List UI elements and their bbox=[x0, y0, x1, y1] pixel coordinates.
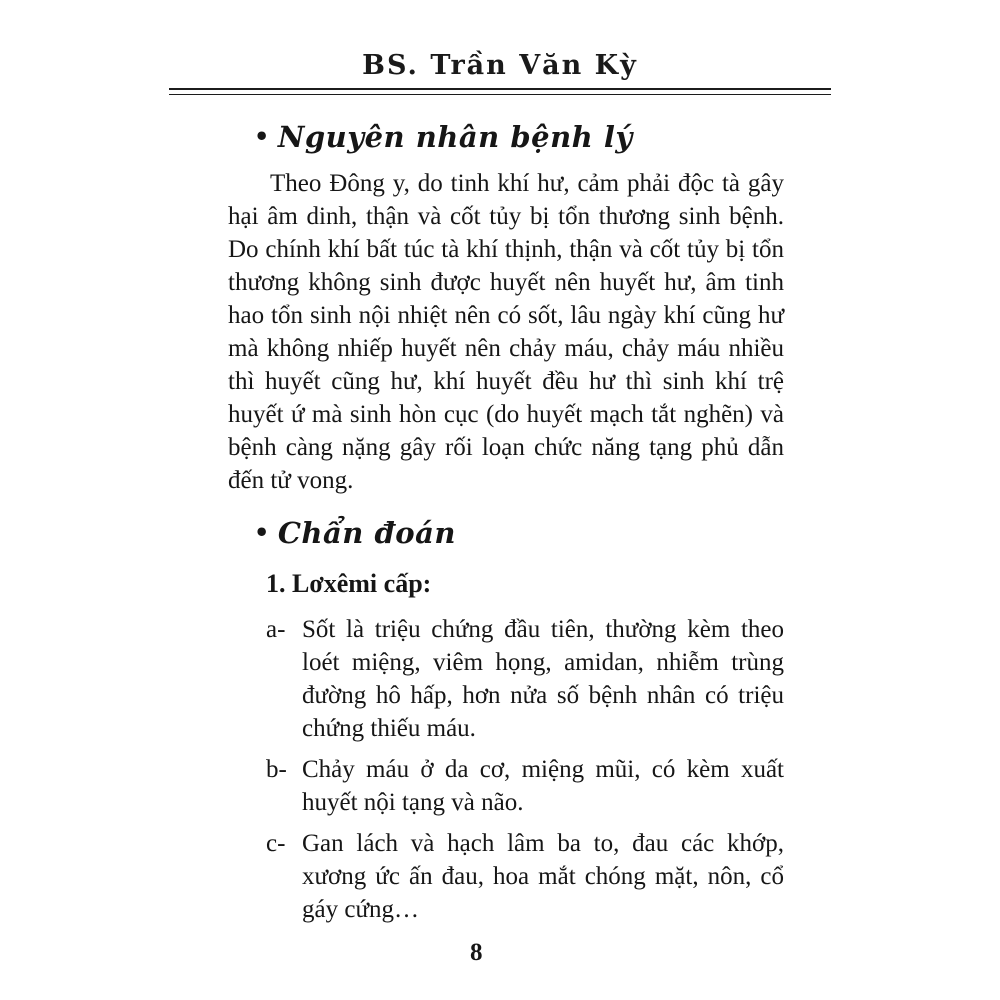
page-footer bbox=[470, 936, 784, 969]
list-item bbox=[228, 613, 784, 745]
section-cause bbox=[228, 121, 784, 497]
diagnosis-heading-label: Chẩn đoán bbox=[277, 516, 456, 550]
list-item-marker: c- bbox=[266, 830, 286, 857]
cause-heading bbox=[254, 121, 784, 155]
list-item-text: Gan lách và hạch lâm ba to, đau các khớp, xương ức ấn đau, hoa mắt chóng mặt, nôn, cổ gáy cứng… bbox=[302, 830, 784, 923]
header-divider bbox=[169, 88, 831, 95]
bullet-icon: • bbox=[254, 122, 270, 151]
cause-paragraph: Theo Đông y, do tinh khí hư, cảm phải độc tà gây hại âm dinh, thận và cốt tủy bị tổn thương sinh bệnh. Do chính khí bất túc tà khí thịnh, thận và cốt tủy bị tổn thương không sinh được huyết nên huyết hư, âm tinh hao tổn sinh nội nhiệt nên có sốt, lâu ngày khí cũng hư mà không nhiếp huyết nên chảy máu, chảy máu nhiều thì huyết cũng hư, khí huyết đều hư thì sinh khí trệ huyết ứ mà sinh hòn cục (do huyết mạch tắt nghẽn) và bệnh càng nặng gây rối loạn chức năng tạng phủ dẫn đến tử vong. bbox=[228, 170, 784, 494]
cause-heading-label: Nguyên nhân bệnh lý bbox=[277, 120, 633, 154]
list-item bbox=[228, 753, 784, 819]
page-content bbox=[0, 95, 1000, 969]
list-item-text: Sốt là triệu chứng đầu tiên, thường kèm theo loét miệng, viêm họng, amidan, nhiễm trùng đường hô hấp, hơn nửa số bệnh nhân có triệu chứng thiếu máu. bbox=[302, 616, 784, 742]
symptom-list bbox=[228, 613, 784, 926]
section-diagnosis bbox=[228, 517, 784, 926]
page-number: 8 bbox=[470, 939, 483, 966]
list-item bbox=[228, 827, 784, 926]
list-item-marker: a- bbox=[266, 616, 286, 643]
bullet-icon: • bbox=[254, 518, 270, 547]
diagnosis-subheading: 1. Lơxêmi cấp: bbox=[266, 569, 432, 598]
running-header bbox=[0, 0, 1000, 95]
list-item-marker: b- bbox=[266, 756, 287, 783]
list-item-text: Chảy máu ở da cơ, miệng mũi, có kèm xuất huyết nội tạng và não. bbox=[302, 756, 784, 816]
author-name: BS. Trần Văn Kỳ bbox=[362, 50, 638, 81]
diagnosis-heading bbox=[254, 517, 784, 551]
